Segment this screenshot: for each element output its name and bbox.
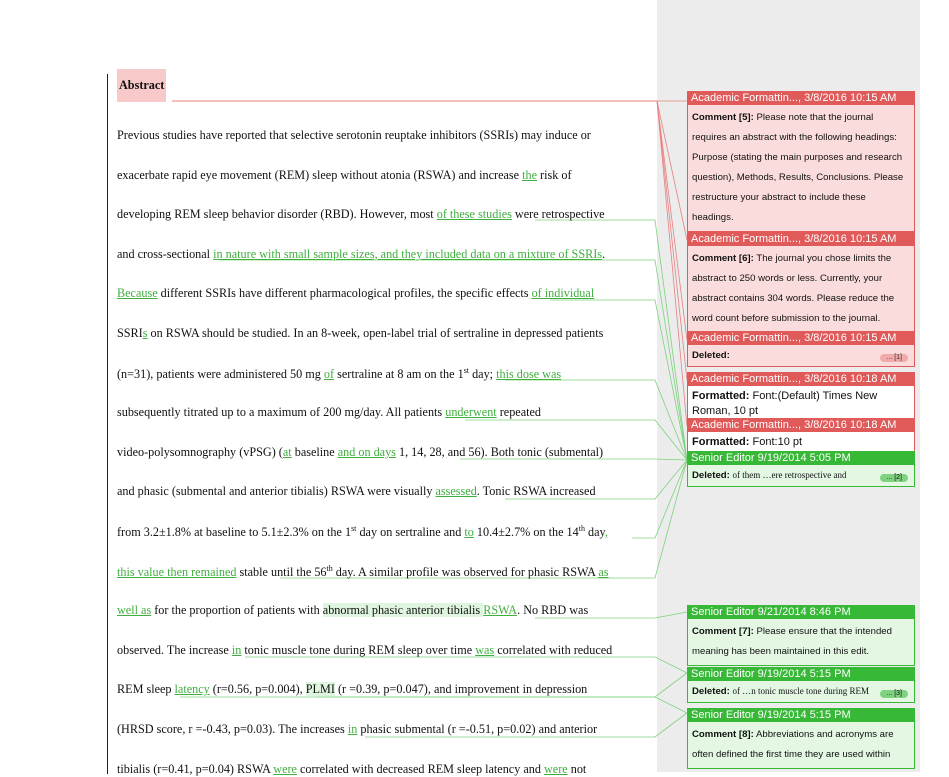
- balloon-text: Font:10 pt: [752, 436, 803, 448]
- balloon-text: The journal you chose limits the abstract to 250 words or less. Currently, your abstract contains 304 words. Please reduce the word count before submission to the journal.: [692, 253, 895, 324]
- text-run: exacerbate rapid eye movement (REM) sleep without atonia (RSWA) and increase: [117, 167, 523, 182]
- balloon-author: Academic Formattin..., 3/8/2016 10:15 AM: [687, 232, 915, 246]
- balloon-body: [687, 345, 915, 367]
- balloon-label: Comment [7]:: [692, 626, 754, 637]
- text-line: [117, 524, 608, 540]
- review-balloon[interactable]: [687, 372, 915, 423]
- text-run: were retrospective: [511, 207, 605, 222]
- abstract-heading: Abstract: [117, 69, 166, 102]
- balloon-author: Academic Formattin..., 3/8/2016 10:15 AM: [687, 331, 915, 345]
- text-line: [117, 326, 603, 341]
- text-run: subsequently titrated up to a maximum of 200 mg/day. All patients: [117, 405, 446, 420]
- text-run: th: [578, 524, 585, 533]
- text-line: [117, 405, 541, 420]
- text-run: 10.4±2.7% on the 14: [473, 525, 579, 540]
- text-run: day. A similar profile was observed for phasic RSWA: [332, 564, 599, 579]
- text-run: (r=0.56, p=0.004),: [209, 682, 306, 697]
- text-line: [117, 128, 591, 143]
- tracked-insertion: in: [347, 722, 358, 736]
- tracked-insertion: was: [475, 642, 495, 657]
- tracked-insertion: ,: [604, 525, 608, 540]
- text-run: on RSWA should be studied. In an 8-week, open-label trial of sertraline in depressed patients: [147, 326, 604, 340]
- text-run: (HRSD score, r =-0.43, p=0.03). The increases: [117, 722, 348, 736]
- review-balloon[interactable]: [687, 451, 915, 487]
- text-run: SSRI: [117, 326, 143, 340]
- tracked-insertion: RSWA: [483, 603, 518, 618]
- balloon-author: Senior Editor 9/21/2014 8:46 PM: [687, 605, 915, 619]
- connector-8: [315, 697, 687, 713]
- tracked-insertion: and on days: [337, 444, 396, 459]
- balloon-text: of …n tonic muscle tone during REM: [732, 686, 870, 696]
- text-line: [117, 247, 605, 262]
- tracked-insertion: were: [544, 761, 568, 776]
- text-run: baseline: [291, 444, 338, 459]
- tracked-insertion: this dose was: [496, 366, 562, 381]
- balloon-body: [687, 619, 915, 666]
- text-run: risk of: [536, 167, 572, 182]
- connector-del3: [245, 657, 687, 673]
- heading-line: [117, 78, 166, 93]
- tracked-insertion: latency: [174, 682, 210, 697]
- review-balloon[interactable]: [687, 232, 915, 333]
- text-line: [117, 762, 586, 777]
- review-balloon[interactable]: [687, 91, 915, 232]
- more-text-indicator[interactable]: ... [1]: [880, 354, 908, 362]
- text-run: st: [463, 365, 470, 375]
- text-line: [117, 603, 588, 618]
- tracked-insertion: as: [598, 564, 609, 579]
- tracked-insertion: of these studies: [436, 207, 512, 222]
- tracked-insertion: Because: [117, 286, 158, 301]
- text-run: day;: [469, 366, 497, 381]
- text-line: [117, 722, 597, 737]
- text-run: . No RBD was: [517, 603, 589, 618]
- balloon-body: [687, 681, 915, 703]
- text-run: and phasic (submental and anterior tibialis) RSWA were visually: [117, 484, 436, 499]
- balloon-label: Deleted:: [692, 470, 730, 481]
- text-run: repeated: [496, 405, 542, 420]
- balloon-label: Comment [8]:: [692, 729, 754, 740]
- balloon-label: Deleted:: [692, 350, 730, 361]
- tracked-insertion: were: [273, 761, 297, 776]
- balloon-text: Font:(Default) Times New Roman, 10 pt: [692, 390, 878, 417]
- text-run: correlated with reduced: [494, 642, 613, 657]
- balloon-body: [687, 465, 915, 487]
- tracked-insertion: well as: [117, 603, 152, 618]
- text-run: stable until the 56: [236, 564, 327, 579]
- text-line: [117, 445, 603, 460]
- text-run: and cross-sectional: [117, 246, 214, 261]
- text-run: st: [351, 524, 357, 533]
- review-balloon[interactable]: [687, 331, 915, 367]
- balloon-author: Academic Formattin..., 3/8/2016 10:15 AM: [687, 91, 915, 105]
- text-run: .: [602, 246, 606, 261]
- tracked-insertion: of: [323, 366, 335, 381]
- balloon-body: [687, 722, 915, 769]
- text-run: observed. The increase: [117, 642, 232, 657]
- balloon-author: Senior Editor 9/19/2014 5:05 PM: [687, 451, 915, 465]
- balloon-author: Senior Editor 9/19/2014 5:15 PM: [687, 708, 915, 722]
- text-run: sertraline at 8 am on the 1: [334, 366, 464, 381]
- text-run: tonic muscle tone during REM sleep over time: [241, 642, 476, 657]
- highlighted-text: abnormal phasic anterior tibialis: [322, 603, 484, 618]
- balloon-text: Abbreviations and acronyms are often defined the first time they are used within: [692, 729, 894, 760]
- tracked-insertion: in nature with small sample sizes, and they included data on a mixture of SSRIs: [213, 246, 603, 261]
- text-run: developing REM sleep behavior disorder (RBD). However, most: [117, 207, 437, 222]
- text-run: from 3.2±1.8% at baseline to 5.1±2.3% on the 1: [117, 525, 352, 540]
- text-run: video-polysomnography (vPSG) (: [117, 444, 283, 459]
- tracked-insertion: in: [231, 642, 242, 657]
- text-run: tibialis (r=0.41, p=0.04) RSWA: [117, 761, 274, 776]
- text-line: [117, 207, 605, 222]
- tracked-insertion: at: [282, 444, 292, 459]
- text-run: . Tonic RSWA increased: [476, 484, 596, 499]
- text-line: [117, 484, 596, 499]
- highlighted-text: PLMI: [305, 682, 335, 697]
- balloon-author: Academic Formattin..., 3/8/2016 10:18 AM: [687, 372, 915, 386]
- balloon-text: of them …ere retrospective and: [732, 470, 847, 480]
- text-run: phasic submental (r =-0.51, p=0.02) and anterior: [357, 722, 598, 736]
- text-run: Previous studies have reported that selective serotonin reuptake inhibitors (SSRIs) may induce or: [117, 128, 591, 142]
- balloon-label: Formatted:: [692, 390, 750, 402]
- more-text-indicator[interactable]: ... [2]: [880, 474, 908, 482]
- text-run: th: [326, 563, 333, 573]
- tracked-insertion: assessed: [435, 484, 477, 499]
- balloon-label: Deleted:: [692, 686, 730, 697]
- tracked-insertion: of individual: [531, 286, 595, 301]
- review-balloon[interactable]: [687, 708, 915, 769]
- text-run: correlated with decreased REM sleep latency and: [296, 761, 544, 776]
- text-line: [117, 564, 609, 580]
- text-line: [117, 682, 587, 697]
- balloon-body: [687, 105, 915, 232]
- text-line: [117, 643, 612, 658]
- text-run: not: [567, 761, 587, 776]
- connector-h: [280, 460, 687, 578]
- tracked-insertion: to: [464, 525, 474, 540]
- more-text-indicator[interactable]: ... [3]: [880, 690, 908, 698]
- balloon-text: Please note that the journal requires an abstract with the following headings: Purpose (stating the main purposes and research question), Methods, Results, Conclusions. Please restructure your abstract to include these headings.: [692, 112, 904, 223]
- text-run: (r =0.39, p=0.047), and improvement in depression: [334, 682, 588, 697]
- text-run: day on sertraline and: [356, 525, 465, 540]
- text-line: [117, 168, 572, 183]
- text-run: REM sleep: [117, 682, 175, 697]
- review-balloon[interactable]: [687, 667, 915, 703]
- text-run: different SSRIs have different pharmacological profiles, the specific effects: [157, 286, 532, 301]
- tracked-insertion: underwent: [445, 405, 497, 420]
- text-line: [117, 286, 594, 301]
- balloon-text: Please ensure that the intended meaning has been maintained in this edit.: [692, 626, 892, 657]
- balloon-label: Formatted:: [692, 436, 750, 448]
- balloon-body: [687, 246, 915, 333]
- tracked-insertion: s: [142, 326, 148, 340]
- text-line: [117, 366, 561, 382]
- tracked-insertion: the: [522, 167, 537, 182]
- tracked-insertion: this value then remained: [117, 564, 237, 579]
- balloon-author: Academic Formattin..., 3/8/2016 10:18 AM: [687, 418, 915, 432]
- text-run: day: [584, 525, 605, 540]
- review-balloon[interactable]: [687, 418, 915, 454]
- review-balloon[interactable]: [687, 605, 915, 666]
- balloon-author: Senior Editor 9/19/2014 5:15 PM: [687, 667, 915, 681]
- balloon-label: Comment [5]:: [692, 112, 754, 123]
- balloon-label: Comment [6]:: [692, 253, 754, 264]
- text-run: for the proportion of patients with: [151, 603, 323, 618]
- text-run: 1, 14, 28, and 56). Both tonic (submental): [395, 444, 604, 459]
- text-run: (n=31), patients were administered 50 mg: [117, 366, 324, 381]
